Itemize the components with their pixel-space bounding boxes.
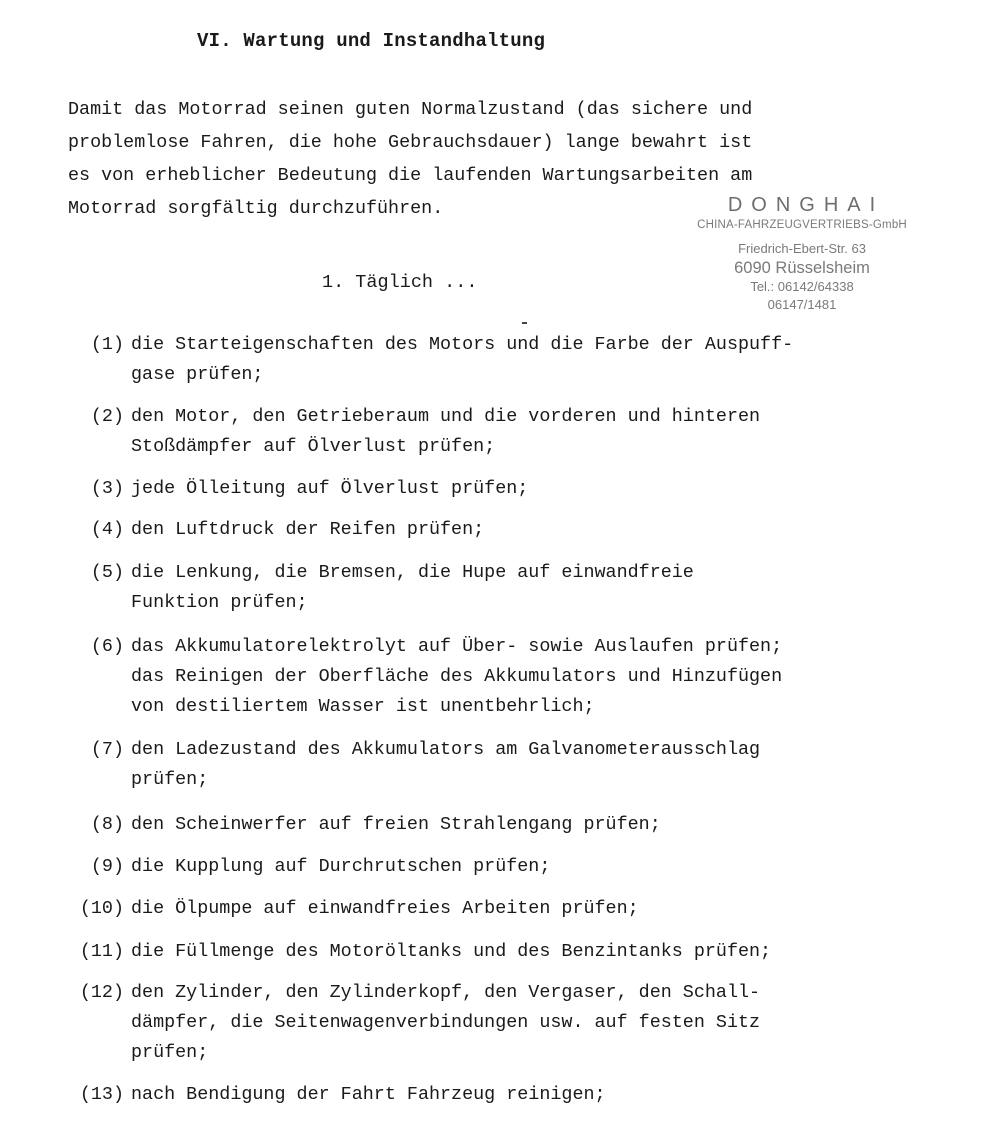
intro-line: Damit das Motorrad seinen guten Normalzustand (das sichere und [68,99,753,120]
stamp-phone-2: 06147/1481 [767,297,837,312]
item-number: (5) [90,562,124,583]
item-line: die Füllmenge des Motoröltanks und des Benzintanks prüfen; [131,941,772,962]
item-line: den Motor, den Getrieberaum und die vorderen und hinteren [131,406,761,427]
item-number: (7) [90,739,124,760]
item-text [131,402,991,462]
item-text [131,558,991,618]
item-line: prüfen; [131,769,209,790]
item-text [131,937,991,967]
item-text [131,735,991,795]
stamp-street: Friedrich-Ebert-Str. 63 [738,241,866,256]
item-line: das Reinigen der Oberfläche des Akkumulators und Hinzufügen [131,666,783,687]
item-line: dämpfer, die Seitenwagenverbindungen usw. auf festen Sitz [131,1012,761,1033]
stamp-city: 6090 Rüsselsheim [734,259,870,277]
item-line: die Starteigenschaften des Motors und die Farbe der Auspuff- [131,334,794,355]
item-line: den Zylinder, den Zylinderkopf, den Vergaser, den Schall- [131,982,761,1003]
stamp-company-name: DONGHAI [727,194,885,216]
item-text [131,852,991,882]
item-line: jede Ölleitung auf Ölverlust prüfen; [131,478,529,499]
scan-speck [522,322,527,324]
intro-line: problemlose Fahren, die hohe Gebrauchsdauer) lange bewahrt ist [68,132,753,153]
item-number: (8) [90,814,124,835]
item-text [131,330,991,390]
item-number: (6) [90,636,124,657]
item-line: Funktion prüfen; [131,592,308,613]
stamp-phone-1: Tel.: 06142/64338 [750,279,854,294]
item-number: (13) [79,1084,124,1105]
item-line: das Akkumulatorelektrolyt auf Über- sowie Auslaufen prüfen; [131,636,783,657]
intro-line: es von erheblicher Bedeutung die laufenden Wartungsarbeiten am [68,165,753,186]
item-number: (9) [90,856,124,877]
item-text [131,978,991,1068]
item-number: (4) [90,519,124,540]
subsection-heading: 1. Täglich ... [322,272,478,293]
item-line: den Ladezustand des Akkumulators am Galvanometerausschlag [131,739,761,760]
item-text [131,515,991,545]
item-line: von destiliertem Wasser ist unentbehrlich; [131,696,595,717]
section-heading: VI. Wartung und Instandhaltung [197,30,546,52]
company-stamp [672,193,932,314]
item-line: nach Bendigung der Fahrt Fahrzeug reinigen; [131,1084,606,1105]
item-text [131,632,991,722]
item-number: (2) [90,406,124,427]
item-line: die Kupplung auf Durchrutschen prüfen; [131,856,551,877]
item-line: prüfen; [131,1042,209,1063]
item-text [131,474,991,504]
item-text [131,1080,991,1110]
item-number: (11) [79,941,124,962]
item-line: die Ölpumpe auf einwandfreies Arbeiten prüfen; [131,898,639,919]
item-number: (12) [79,982,124,1003]
stamp-company-legal: CHINA-FAHRZEUGVERTRIEBS-GmbH [697,219,907,231]
item-text [131,894,991,924]
item-line: die Lenkung, die Bremsen, die Hupe auf einwandfreie [131,562,694,583]
item-line: gase prüfen; [131,364,264,385]
item-line: Stoßdämpfer auf Ölverlust prüfen; [131,436,496,457]
item-line: den Luftdruck der Reifen prüfen; [131,519,485,540]
item-line: den Scheinwerfer auf freien Strahlengang prüfen; [131,814,661,835]
intro-line: Motorrad sorgfältig durchzuführen. [68,198,444,219]
item-number: (10) [79,898,124,919]
item-text [131,810,991,840]
item-number: (3) [90,478,124,499]
item-number: (1) [90,334,124,355]
